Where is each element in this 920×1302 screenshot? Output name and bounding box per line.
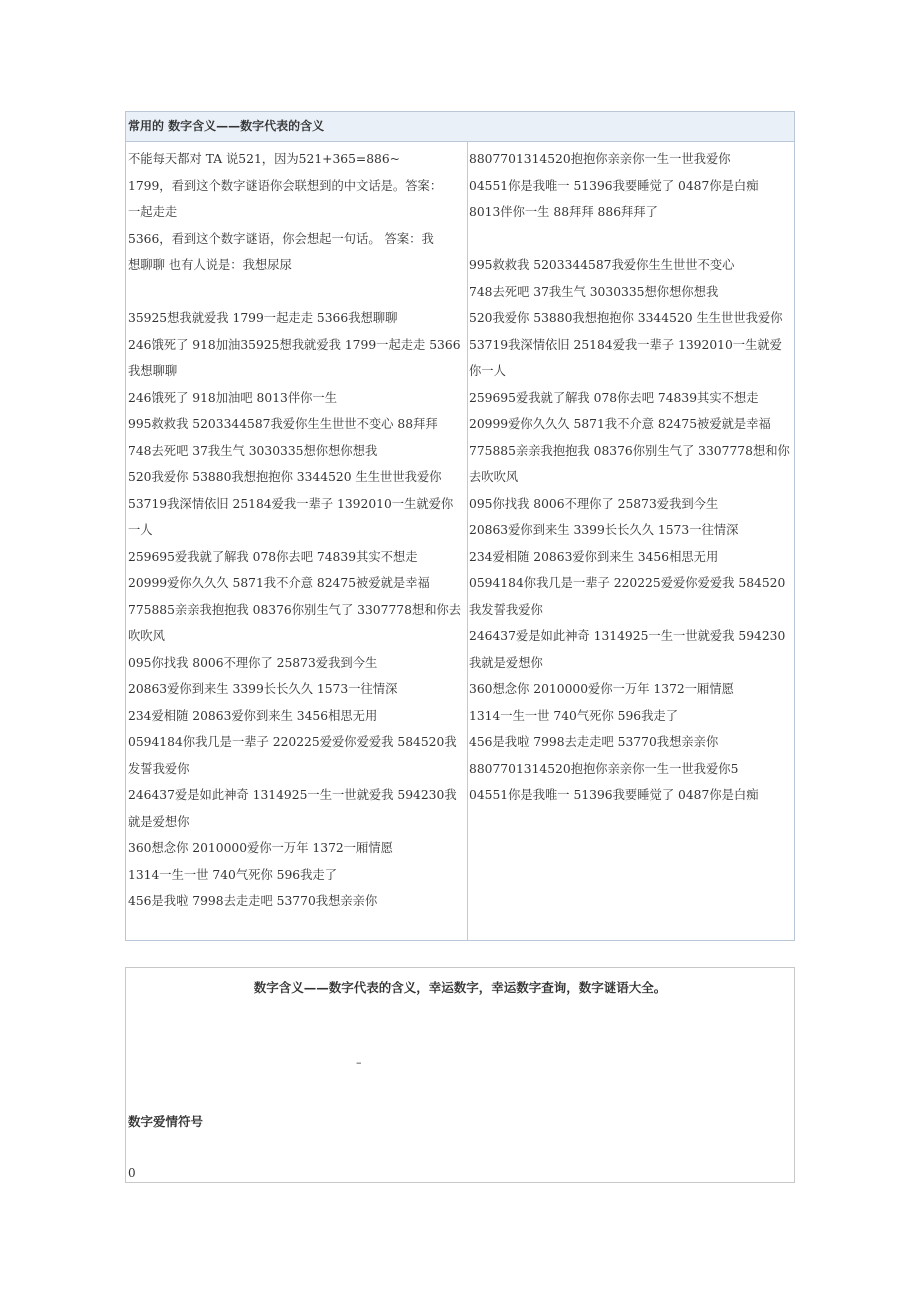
text-line: 246饿死了 918加油35925想我就爱我 1799一起走走 5366: [128, 337, 461, 352]
text-line: 不能每天都对 TA 说521，因为521+365=886~: [128, 152, 400, 166]
text-line: 520我爱你 53880我想抱抱你 3344520 生生世世我爱你: [128, 470, 442, 484]
text-line: 我想聊聊: [128, 364, 178, 378]
text-line: 8807701314520抱抱你亲亲你一生一世我爱你5: [469, 761, 739, 776]
text-line: 20999爱你久久久 5871我不介意 82475被爱就是幸福: [469, 417, 771, 431]
text-line: 去吹吹风: [469, 470, 519, 484]
text-line: 095你找我 8006不理你了 25873爱我到今生: [128, 655, 378, 670]
text-line: 04551你是我唯一 51396我要睡觉了 0487你是白痴: [469, 178, 759, 193]
text-line: 775885亲亲我抱抱我 08376你别生气了 3307778想和你: [469, 443, 790, 458]
text-line: 53719我深情依旧 25184爱我一辈子 1392010一生就爱你: [128, 496, 454, 511]
text-line: 8013伴你一生 88拜拜 886拜拜了: [469, 205, 658, 219]
text-line: [469, 226, 795, 253]
text-line: 095你找我 8006不理你了 25873爱我到今生: [469, 496, 719, 511]
text-line: 360想念你 2010000爱你一万年 1372一厢情愿: [469, 682, 734, 696]
text-line: 0594184你我几是一辈子 220225爱爱你爱爱我 584520我: [128, 735, 457, 749]
info-title: 数字含义——数字代表的含义，幸运数字，幸运数字查询，数字谜语大全。: [253, 980, 667, 995]
text-line: 995救救我 5203344587我爱你生生世世不变心 88拜拜: [128, 417, 438, 431]
text-line: 20863爱你到来生 3399长长久久 1573一往情深: [469, 523, 739, 537]
text-line: 53719我深情依旧 25184爱我一辈子 1392010一生就爱: [469, 337, 782, 352]
text-line: 748去死吧 37我生气 3030335想你想你想我: [469, 284, 719, 299]
text-line: 5366，看到这个数字谜语，你会想起一句话。 答案：我: [128, 231, 434, 246]
text-line: 想聊聊 也有人说是：我想尿尿: [128, 258, 292, 272]
left-column: [128, 146, 466, 915]
column-divider: [467, 141, 468, 940]
text-line: 1799，看到这个数字谜语你会联想到的中文话是。答案：: [128, 178, 443, 193]
text-line: 就是爱想你: [128, 814, 190, 829]
text-line: 我发誓我爱你: [469, 602, 543, 617]
text-line: 246437爱是如此神奇 1314925一生一世就爱我 594230我: [128, 788, 457, 802]
symbols-heading: 数字爱情符号: [128, 1114, 204, 1129]
text-line: 520我爱你 53880我想抱抱你 3344520 生生世世我爱你: [469, 311, 783, 325]
text-line: 456是我啦 7998去走走吧 53770我想亲亲你: [128, 894, 378, 908]
text-line: 发誓我爱你: [128, 761, 190, 776]
text-line: 234爱相随 20863爱你到来生 3456相思无用: [128, 708, 378, 723]
table-header: 常用的 数字含义——数字代表的含义: [126, 112, 794, 142]
text-line: 35925想我就爱我 1799一起走走 5366我想聊聊: [128, 311, 398, 325]
meanings-table: [125, 111, 795, 941]
text-line: 234爱相随 20863爱你到来生 3456相思无用: [469, 549, 719, 564]
text-line: 一人: [128, 523, 153, 537]
text-line: 8807701314520抱抱你亲亲你一生一世我爱你: [469, 152, 731, 166]
text-line: 1314一生一世 740气死你 596我走了: [128, 867, 338, 882]
text-line: 775885亲亲我抱抱我 08376你别生气了 3307778想和你去: [128, 602, 462, 617]
right-column: [469, 146, 795, 809]
text-line: 246437爱是如此神奇 1314925一生一世就爱我 594230: [469, 629, 786, 643]
info-box: [125, 967, 795, 1183]
text-line: 20863爱你到来生 3399长长久久 1573一往情深: [128, 682, 398, 696]
text-line: 吹吹风: [128, 629, 165, 643]
text-line: 1314一生一世 740气死你 596我走了: [469, 708, 679, 723]
text-line: 259695爱我就了解我 078你去吧 74839其实不想走: [469, 390, 759, 405]
text-line: 0594184你我几是一辈子 220225爱爱你爱爱我 584520: [469, 576, 786, 590]
text-line: 我就是爱想你: [469, 655, 543, 670]
text-line: 一起走走: [128, 205, 178, 219]
dash-mark: –: [356, 1056, 362, 1069]
zero-text: 0: [128, 1166, 136, 1180]
text-line: 748去死吧 37我生气 3030335想你想你想我: [128, 443, 378, 458]
text-line: 456是我啦 7998去走走吧 53770我想亲亲你: [469, 735, 719, 749]
text-line: 你一人: [469, 364, 506, 378]
text-line: 360想念你 2010000爱你一万年 1372一厢情愿: [128, 841, 393, 855]
text-line: 995救救我 5203344587我爱你生生世世不变心: [469, 258, 735, 272]
text-line: 259695爱我就了解我 078你去吧 74839其实不想走: [128, 549, 418, 564]
text-line: 04551你是我唯一 51396我要睡觉了 0487你是白痴: [469, 788, 759, 802]
text-line: 20999爱你久久久 5871我不介意 82475被爱就是幸福: [128, 576, 430, 590]
text-line: 246饿死了 918加油吧 8013伴你一生: [128, 390, 338, 405]
text-line: [128, 279, 466, 306]
